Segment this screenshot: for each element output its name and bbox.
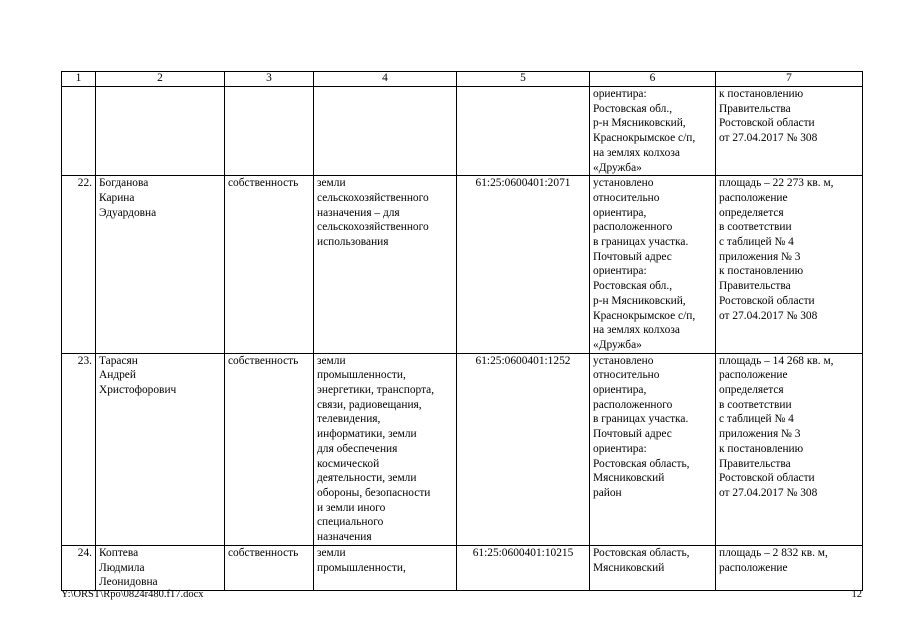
owner-name — [96, 87, 225, 176]
table-body — [62, 87, 863, 591]
area-note-line: Ростовской области — [719, 117, 815, 130]
area-note-line: к постановлению — [719, 265, 804, 278]
column-header: 5 — [457, 72, 590, 87]
table-row — [62, 176, 863, 353]
location-description-line: р-н Мясниковский, — [593, 294, 686, 307]
right-type: собственность — [225, 353, 314, 545]
location-description-line: район — [593, 486, 622, 499]
right-type: собственность — [225, 176, 314, 353]
area-note-line: площадь – 14 268 кв. м, — [719, 354, 834, 367]
area-note-line: приложения № 3 — [719, 428, 801, 441]
location-description-line: расположенного — [593, 398, 673, 411]
area-note-line: площадь – 22 273 кв. м, — [719, 177, 834, 190]
cadastral-number — [457, 87, 590, 176]
land-category — [314, 87, 457, 176]
location-description-line: Мясниковский — [593, 472, 665, 485]
owner-name-line: Карина — [99, 191, 135, 204]
land-category — [314, 176, 457, 353]
column-header: 7 — [716, 72, 863, 87]
location-description-line: р-н Мясниковский, — [593, 117, 686, 130]
land-category-line: назначения – для — [317, 206, 400, 219]
location-description-line: Ростовская область, — [593, 546, 690, 559]
area-note-line: расположение — [719, 561, 788, 574]
land-category-line: энергетики, транспорта, — [317, 384, 435, 397]
area-note — [716, 176, 863, 353]
location-description-line: расположенного — [593, 221, 673, 234]
location-description-line: Краснокрымское с/п, — [593, 309, 696, 322]
land-category-line: использования — [317, 236, 389, 249]
row-number — [62, 87, 96, 176]
column-number-row — [62, 72, 863, 87]
owner-name-line: Христофорович — [99, 384, 177, 397]
column-header: 4 — [314, 72, 457, 87]
location-description-line: относительно — [593, 191, 660, 204]
area-note-line: площадь – 2 832 кв. м, — [719, 546, 828, 559]
location-description-line: ориентира: — [593, 88, 647, 100]
area-note — [716, 545, 863, 590]
page-number: 12 — [851, 589, 862, 600]
location-description-line: в границах участка. — [593, 236, 689, 249]
owner-name-line: Эдуардовна — [99, 206, 157, 219]
land-category — [314, 353, 457, 545]
land-category-line: земли — [317, 546, 346, 559]
land-category-line: для обеспечения — [317, 442, 398, 455]
owner-name-line: Коптева — [99, 546, 139, 559]
row-number: 24. — [62, 545, 96, 590]
owner-name-line: Андрей — [99, 369, 136, 382]
cadastral-number: 61:25:0600401:1252 — [457, 353, 590, 545]
area-note-line: Правительства — [719, 280, 791, 293]
area-note-line: от 27.04.2017 № 308 — [719, 132, 818, 145]
area-note-line: Ростовской области — [719, 294, 815, 307]
land-category-line: сельскохозяйственного — [317, 191, 429, 204]
location-description-line: ориентира, — [593, 206, 647, 219]
location-description-line: Почтовый адрес — [593, 428, 672, 441]
area-note-line: с таблицей № 4 — [719, 236, 794, 249]
land-category-line: и земли иного — [317, 501, 386, 514]
land-category-line: назначения — [317, 531, 372, 544]
area-note — [716, 353, 863, 545]
location-description-line: Ростовская область, — [593, 457, 690, 470]
area-note-line: определяется — [719, 384, 784, 397]
owner-name-line: Богданова — [99, 177, 149, 190]
area-note-line: в соответствии — [719, 398, 792, 411]
location-description-line: на землях колхоза — [593, 146, 680, 159]
area-note-line: к постановлению — [719, 88, 804, 100]
land-category-line: космической — [317, 457, 380, 470]
location-description-line: Мясниковский — [593, 561, 665, 574]
area-note-line: Правительства — [719, 102, 791, 115]
location-description-line: «Дружба» — [593, 161, 642, 174]
location-description-line: установлено — [593, 354, 654, 367]
land-category-line: деятельности, земли — [317, 472, 417, 485]
land-category-line: связи, радиовещания, — [317, 398, 422, 411]
table-row — [62, 87, 863, 176]
table-row — [62, 353, 863, 545]
location-description-line: на землях колхоза — [593, 324, 680, 337]
land-category-line: промышленности, — [317, 369, 406, 382]
column-header: 6 — [590, 72, 716, 87]
owner-name — [96, 176, 225, 353]
right-type: собственность — [225, 545, 314, 590]
location-description — [590, 87, 716, 176]
land-category-line: промышленности, — [317, 561, 406, 574]
land-category-line: информатики, земли — [317, 428, 417, 441]
location-description-line: Ростовская обл., — [593, 280, 673, 293]
column-header: 3 — [225, 72, 314, 87]
cadastral-number: 61:25:0600401:10215 — [457, 545, 590, 590]
land-category — [314, 545, 457, 590]
owner-name — [96, 353, 225, 545]
owner-name-line: Леонидовна — [99, 576, 158, 589]
owner-name — [96, 545, 225, 590]
location-description — [590, 176, 716, 353]
owner-name-line: Людмила — [99, 561, 145, 574]
land-category-line: сельскохозяйственного — [317, 221, 429, 234]
land-plots-table — [61, 71, 863, 591]
location-description-line: относительно — [593, 369, 660, 382]
area-note — [716, 87, 863, 176]
area-note-line: расположение — [719, 191, 788, 204]
location-description-line: Почтовый адрес — [593, 250, 672, 263]
area-note-line: в соответствии — [719, 221, 792, 234]
area-note-line: приложения № 3 — [719, 250, 801, 263]
location-description-line: «Дружба» — [593, 338, 642, 351]
column-header: 2 — [96, 72, 225, 87]
owner-name-line: Тарасян — [99, 354, 138, 367]
location-description-line: Ростовская обл., — [593, 102, 673, 115]
right-type — [225, 87, 314, 176]
cadastral-number: 61:25:0600401:2071 — [457, 176, 590, 353]
land-category-line: специального — [317, 516, 384, 529]
area-note-line: Правительства — [719, 457, 791, 470]
land-category-line: обороны, безопасности — [317, 486, 431, 499]
table-row — [62, 545, 863, 590]
area-note-line: Ростовской области — [719, 472, 815, 485]
column-header: 1 — [62, 72, 96, 87]
location-description-line: ориентира: — [593, 442, 647, 455]
file-path: Y:\ORST\Rpo\0824r480.f17.docx — [61, 589, 204, 600]
land-category-line: земли — [317, 177, 346, 190]
location-description — [590, 545, 716, 590]
location-description-line: ориентира, — [593, 384, 647, 397]
area-note-line: от 27.04.2017 № 308 — [719, 309, 818, 322]
area-note-line: определяется — [719, 206, 784, 219]
location-description-line: Краснокрымское с/п, — [593, 132, 696, 145]
row-number: 23. — [62, 353, 96, 545]
area-note-line: от 27.04.2017 № 308 — [719, 486, 818, 499]
location-description-line: ориентира: — [593, 265, 647, 278]
area-note-line: к постановлению — [719, 442, 804, 455]
location-description — [590, 353, 716, 545]
land-category-line: телевидения, — [317, 413, 381, 426]
area-note-line: расположение — [719, 369, 788, 382]
location-description-line: в границах участка. — [593, 413, 689, 426]
location-description-line: установлено — [593, 177, 654, 190]
row-number: 22. — [62, 176, 96, 353]
land-category-line: земли — [317, 354, 346, 367]
area-note-line: с таблицей № 4 — [719, 413, 794, 426]
